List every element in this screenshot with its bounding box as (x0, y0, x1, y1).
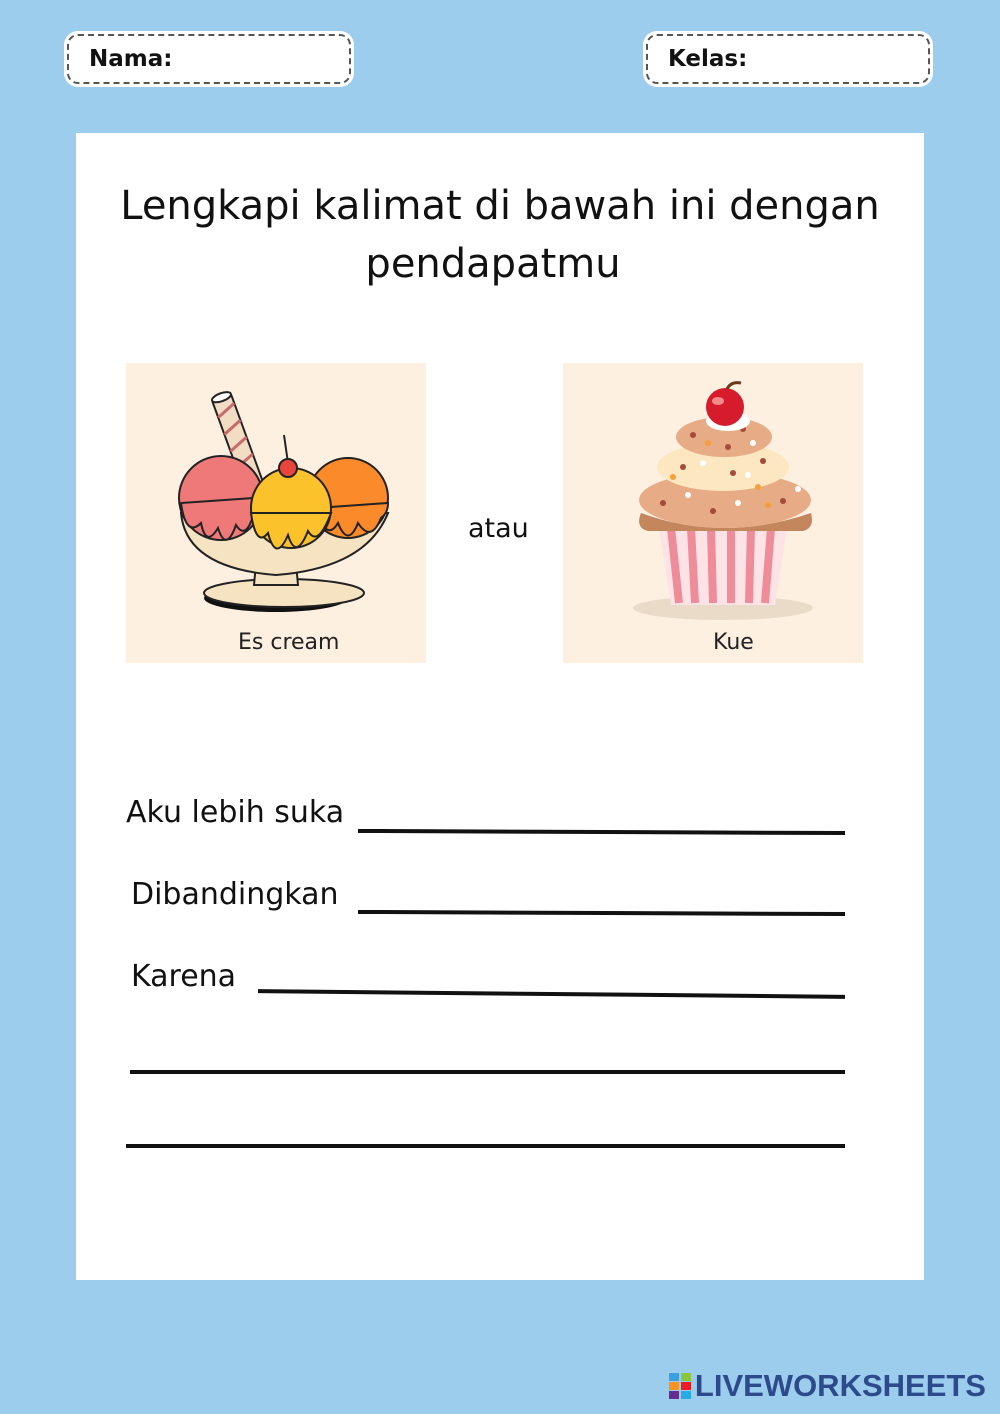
liveworksheets-logo-icon (669, 1373, 691, 1399)
answer-line-compared[interactable] (358, 910, 845, 916)
kelas-field[interactable] (643, 31, 933, 87)
icecream-sundae-icon (126, 363, 426, 663)
answer-line-extra-2[interactable] (126, 1144, 845, 1148)
worksheet-sheet (76, 133, 924, 1280)
title-line-1: Lengkapi kalimat di bawah ini dengan (120, 183, 880, 229)
option-cake-label: Kue (713, 630, 754, 655)
prompt-because: Karena (131, 959, 237, 994)
cupcake-icon (563, 363, 863, 663)
kelas-label: Kelas: (646, 34, 930, 84)
nama-label: Nama: (67, 34, 351, 84)
liveworksheets-logo (669, 1368, 986, 1404)
prompt-compared: Dibandingkan (131, 877, 339, 912)
answer-line-because[interactable] (258, 989, 845, 999)
option-icecream-label: Es cream (238, 630, 340, 655)
logo-text: LIVEWORKSHEETS (694, 1368, 986, 1403)
answer-line-extra-1[interactable] (130, 1070, 845, 1074)
option-cake-card (563, 363, 863, 663)
connector-word: atau (468, 513, 529, 544)
nama-field[interactable] (64, 31, 354, 87)
worksheet-title (76, 177, 924, 293)
title-line-2: pendapatmu (365, 241, 621, 287)
answer-line-prefer[interactable] (358, 829, 845, 835)
prompt-prefer: Aku lebih suka (126, 795, 345, 830)
option-icecream-card (126, 363, 426, 663)
